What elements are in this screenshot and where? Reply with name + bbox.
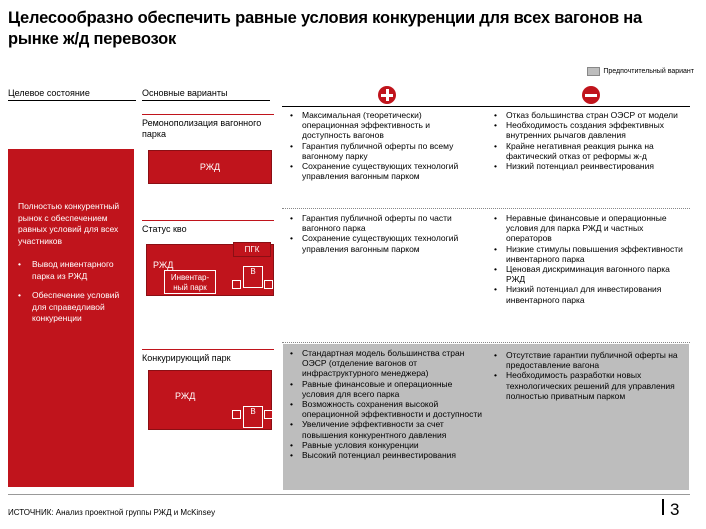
pro-item: • Равные финансовые и операционные условия для всего парка [288, 379, 486, 399]
header-options: Основные варианты [142, 88, 270, 101]
plus-icon [378, 86, 396, 104]
page-number: 3 [670, 500, 680, 519]
con-item: • Неравные финансовые и операционные условия для парка РЖД и частных операторов [492, 213, 690, 244]
con-item: • Отсутствие гарантии публичной оферты на предоставление вагона [492, 350, 690, 370]
wagon-small-icon [264, 280, 273, 289]
cons-cell [492, 350, 690, 401]
pro-item: • Сохранение существующих технологий управления вагонным парком [288, 161, 480, 181]
wagon-small-icon [232, 410, 241, 419]
inventory-fleet-box: Инвентар-ный парк [164, 270, 216, 294]
target-state-box [8, 149, 134, 487]
con-item: • Необходимость разработки новых технологических решений для управления полностью приватным парком [492, 370, 690, 401]
pros-cell [288, 213, 480, 254]
target-bullet: • Обеспечение условий для справедливой конкуренции [18, 290, 124, 325]
option-status-quo: Статус кво [142, 220, 274, 235]
legend [587, 67, 694, 76]
cons-cell [492, 213, 690, 305]
pro-item: • Возможность сохранения высокой операционной эффективности и доступности [288, 399, 486, 419]
option-remonopolization: Ремонополизация вагонного парка [142, 114, 274, 140]
pro-item: • Максимальная (теоретически) операционная эффективность и доступность вагонов [288, 110, 480, 141]
con-item: • Отказ большинства стран ОЭСР от модели [492, 110, 690, 120]
pro-item: • Гарантия публичной оферты по всему вагонному парку [288, 141, 480, 161]
pro-item: • Гарантия публичной оферты по части вагонного парка [288, 213, 480, 233]
rzd-label: РЖД [153, 260, 174, 270]
cons-cell [492, 110, 690, 171]
footer-rule [8, 494, 690, 495]
con-item: • Низкий потенциал реинвестирования [492, 161, 690, 171]
con-item: • Низкий потенциал для инвестирования инвентарного парка [492, 284, 690, 304]
source-note: ИСТОЧНИК: Анализ проектной группы РЖД и McKinsey [8, 508, 216, 517]
pgk-box: ПГК [233, 242, 271, 257]
wagon-box: В [243, 406, 263, 428]
target-bullet: • Вывод инвентарного парка из РЖД [18, 259, 124, 282]
legend-label: Предпочтительный вариант [603, 68, 694, 75]
pro-item: • Сохранение существующих технологий управления вагонным парком [288, 233, 480, 253]
pro-item: • Высокий потенциал реинвестирования [288, 450, 486, 460]
wagon-small-icon [232, 280, 241, 289]
table-top-rule [282, 106, 690, 107]
wagon-small-icon [264, 410, 273, 419]
row-divider [282, 342, 690, 343]
legend-swatch [587, 67, 600, 76]
header-target: Целевое состояние [8, 88, 136, 101]
option-competing-fleet: Конкурирующий парк [142, 349, 274, 364]
wagon-box: В [243, 266, 263, 288]
pro-item: • Увеличение эффективности за счет повышения конкурентного давления [288, 419, 486, 439]
pros-cell [288, 348, 486, 460]
pro-item: • Стандартная модель большинства стран ОЭСР (отделение вагонов от инфраструктурного менеджера) [288, 348, 486, 379]
row-divider [282, 208, 690, 209]
con-item: • Низкие стимулы повышения эффективности инвентарного парка [492, 244, 690, 264]
rzd-label: РЖД [175, 391, 196, 401]
target-main-text: Полностью конкурентный рынок с обеспечением равных условий для всех участников [18, 201, 120, 246]
minus-icon [582, 86, 600, 104]
con-item: • Крайне негативная реакция рынка на фактический отказ от реформы ж-д [492, 141, 690, 161]
pro-item: • Равные условия конкуренции [288, 440, 486, 450]
page-number-bar [662, 499, 664, 515]
pros-cell [288, 110, 480, 181]
con-item: • Необходимость создания эффективных внутренних рычагов давления [492, 120, 690, 140]
rzd-box: РЖД [148, 150, 272, 184]
con-item: • Ценовая дискриминация вагонного парка РЖД [492, 264, 690, 284]
page-title: Целесообразно обеспечить равные условия конкуренции для всех вагонов на рынке ж/д перевозок [8, 9, 643, 48]
